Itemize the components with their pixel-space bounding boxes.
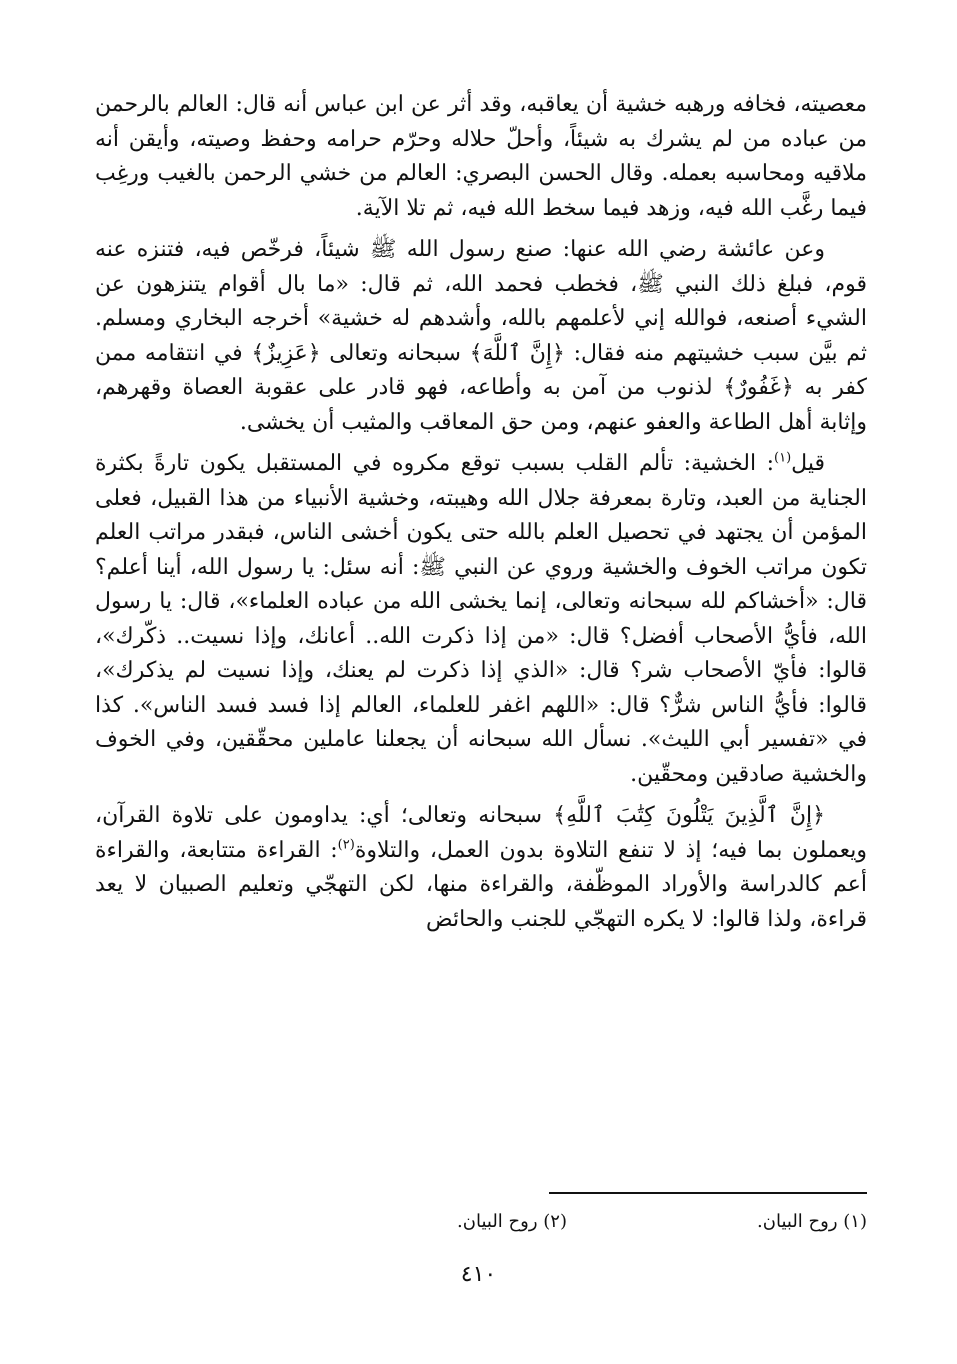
paragraph-4-body: : القراءة متتابعة، والقراءة أعم كالدراسة والأوراد الموظّفة، والقراءة منها، لكن التهجّي وتعليم الصبيان لا يعد قراءة، ولذا قالوا: لا يكره التهجّي للجنب والحائض <box>95 837 867 932</box>
footnote-marker-1: (١) <box>774 450 792 466</box>
paragraph-3-body: : الخشية: تألم القلب بسبب توقع مكروه في المستقبل يكون تارةً بكثرة الجناية من العبد، وتارة بمعرفة جلال الله وهيبته، وخشية الأنبياء من هذا القبيل، فعلى المؤمن أن يجتهد في تحصيل العلم بالله حتى يكون أخشى الناس، فبقدر مراتب العلم تكون مراتب الخوف والخشية وروي عن النبي ﷺ: أنه سئل: يا رسول الله، أينا أعلم؟ قال: «أخشاكم لله سبحانه وتعالى، إنما يخشى الله من عباده العلماء»، قال: يا رسول الله، فأيُّ الأصحاب أفضل؟ قال: «من إذا ذكرت الله.. أعانك، وإذا نسيت.. ذكّرك»، قالوا: فأيّ الأصحاب شر؟ قال: «الذي إذا ذكرت لم يعنك، وإذا نسيت لم يذكرك»، قالوا: فأيُّ الناس شرٌّ؟ قال: «اللهم اغفر للعلماء، العالم إذا فسد فسد الناس». كذا في «تفسير أبي الليث». نسأل الله سبحانه أن يجعلنا عاملين محقّقين، وفي الخوف والخشية صادقين ومحقّين. <box>95 451 867 787</box>
footnote-2-number: (٢) <box>543 1211 567 1232</box>
paragraph-4-lead: ﴿إِنَّ ٱلَّذِينَ يَتْلُونَ كِتَٰبَ ٱللَّهِ﴾ سبحانه وتعالى؛ أي: يداومون على تلاوة القرآن، ويعملون بما فيه؛ إذ لا تنفع التلاوة بدون العمل، والتلاوة <box>95 803 867 863</box>
paragraph-3 <box>95 447 867 792</box>
page-body <box>95 88 867 944</box>
paragraph-2 <box>95 233 867 440</box>
footnote-2-text: روح البيان. <box>457 1211 538 1232</box>
footnote-2 <box>457 1210 567 1234</box>
paragraph-2-text: وعن عائشة رضي الله عنها: صنع رسول الله ﷺ شيئاً، فرخّص فيه، فتنزه عنه قوم، فبلغ ذلك النبي ﷺ، فخطب فحمد الله، ثم قال: «ما بال أقوام يتنزهون عن الشيء أصنعه، فوالله إني لأعلمهم بالله، وأشدهم له خشية» أخرجه البخاري ومسلم. ثم بيَّن سبب خشيتهم منه فقال: ﴿إِنَّ ٱللَّهَ﴾ سبحانه وتعالى ﴿عَزِيزٌ﴾ في انتقامه ممن كفر به ﴿غَفُورٌ﴾ لذنوب من آمن به وأطاعه، فهو قادر على عقوبة العصاة وقهرهم، وإثابة أهل الطاعة والعفو عنهم، ومن حق المعاقب والمثيب أن يخشى. <box>95 237 867 435</box>
paragraph-3-lead: قيل <box>791 451 825 476</box>
footnote-1 <box>757 1210 867 1234</box>
footnote-1-number: (١) <box>843 1211 867 1232</box>
paragraph-4 <box>95 799 867 937</box>
paragraph-1-text: معصيته، فخافه ورهبه خشية أن يعاقبه، وقد أثر عن ابن عباس أنه قال: العالم بالرحمن من عباده من لم يشرك به شيئاً، وأحلّ حلاله وحرّم حرامه وحفظ وصيته، وأيقن أنه ملاقيه ومحاسبه بعمله. وقال الحسن البصري: العالم من خشي الرحمن بالغيب ورغِب فيما رغَّب الله فيه، وزهد فيما سخط الله فيه، ثم تلا الآية. <box>95 92 867 221</box>
paragraph-3-text <box>95 447 867 792</box>
footnote-1-text: روح البيان. <box>757 1211 838 1232</box>
footnote-marker-2: (٢) <box>337 837 355 853</box>
footnote-divider <box>549 1192 867 1194</box>
page-number: ٤١٠ <box>460 1262 497 1287</box>
paragraph-4-text <box>95 799 867 937</box>
paragraph-1 <box>95 88 867 226</box>
